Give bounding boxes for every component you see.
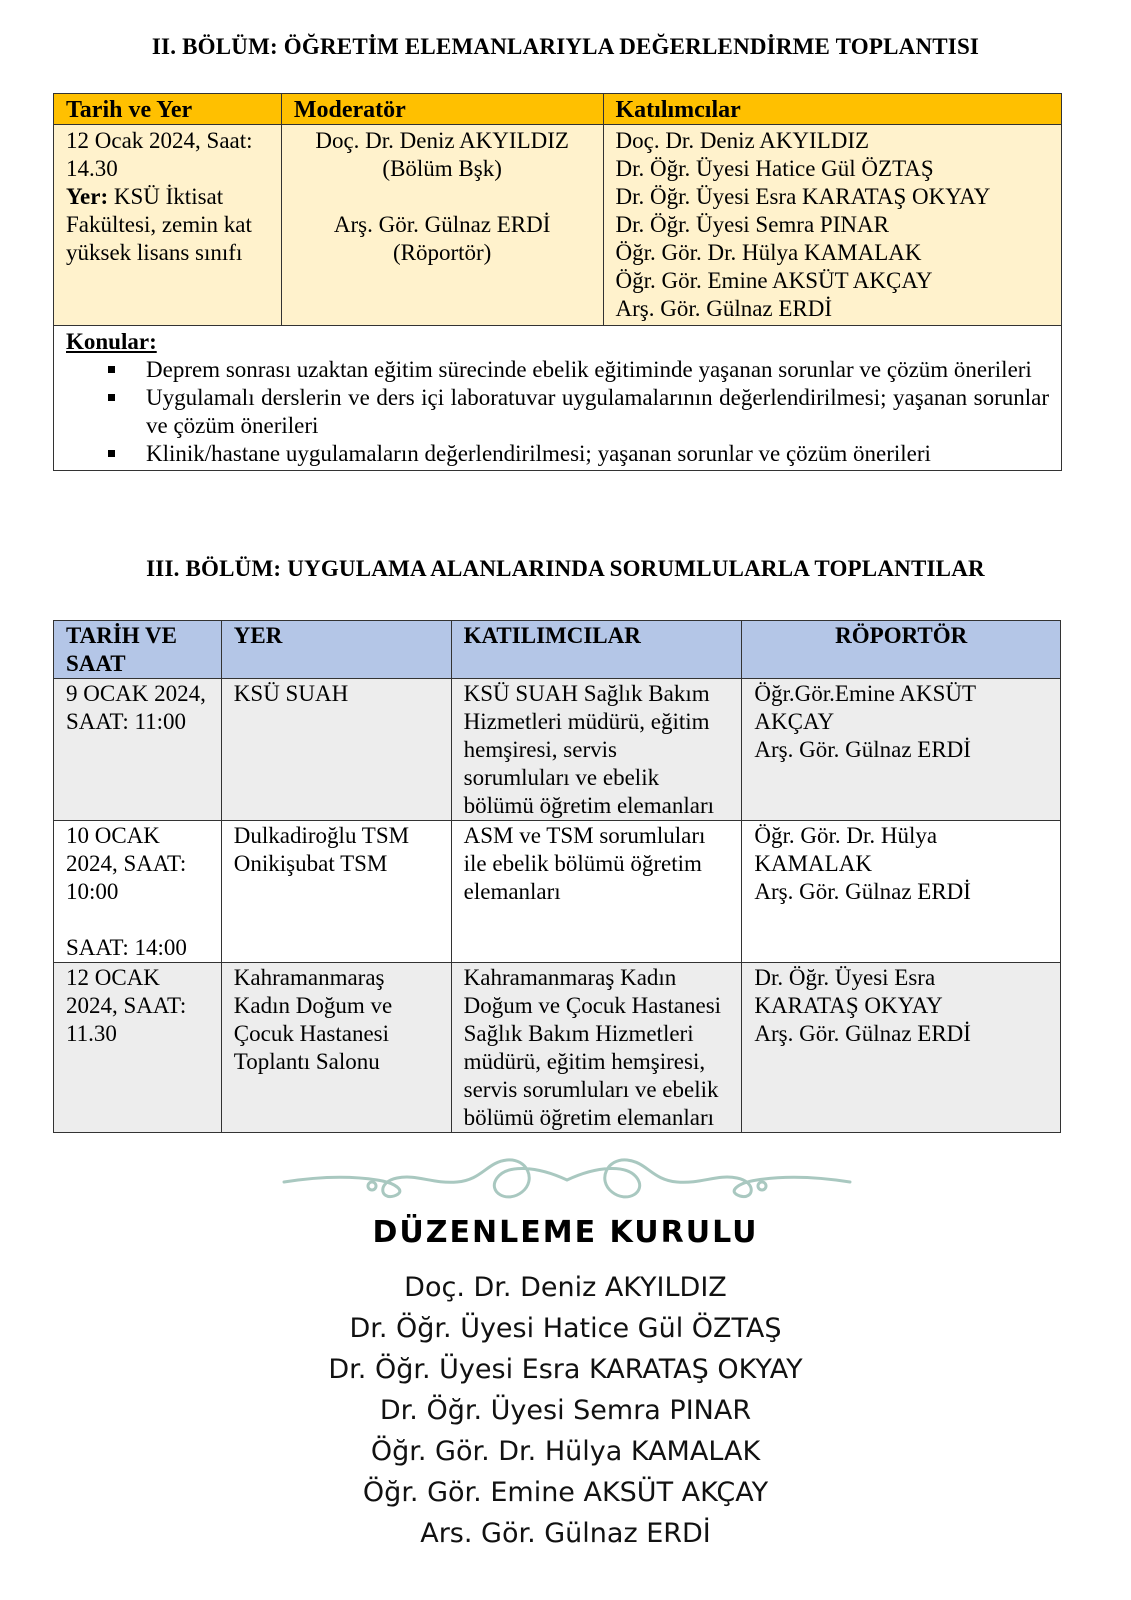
cell-line: KSÜ SUAH [233, 681, 349, 706]
section2-title: II. BÖLÜM: ÖĞRETİM ELEMANLARIYLA DEĞERLENDİRME TOPLANTISI [151, 34, 980, 59]
reporter-cell [742, 963, 1061, 1133]
cell-line: Öğr. Gör. Dr. Hülya [754, 823, 938, 848]
cell-line: 2024, SAAT: [66, 851, 187, 876]
cell-line: ASM ve TSM sorumluları [463, 823, 706, 848]
cell-line: Kahramanmaraş Kadın [463, 965, 677, 990]
topic-text: Klinik/hastane uygulamaların değerlendirilmesi; yaşanan sorunlar ve çözüm önerileri [146, 441, 931, 466]
cell-line: Hizmetleri müdürü, eğitim [463, 709, 710, 734]
cell-line: Öğr.Gör.Emine AKSÜT [754, 681, 977, 706]
topics-label: Konular: [66, 329, 157, 354]
header-reporter: RÖPORTÖR [742, 621, 1061, 679]
topic-text: Deprem sonrası uzaktan eğitim sürecinde ebelik eğitiminde yaşanan sorunlar ve çözüm önerileri [146, 357, 1032, 382]
cell-line: Dulkadiroğlu TSM [233, 823, 410, 848]
header-moderator: Moderatör [281, 94, 603, 125]
cell-line: Kadın Doğum ve [233, 993, 393, 1018]
header-date-place: Tarih ve Yer [54, 94, 282, 125]
participant: Dr. Öğr. Üyesi Hatice Gül ÖZTAŞ [615, 156, 934, 181]
table-row [54, 679, 1061, 821]
table-row [54, 963, 1061, 1133]
place-text: KSÜ İktisat Fakültesi, zemin kat yüksek lisans sınıfı [66, 184, 252, 265]
cell-line: ile ebelik bölümü öğretim [463, 851, 702, 876]
committee-member: Öğr. Gör. Emine AKSÜT AKÇAY [362, 1477, 769, 1508]
section3-title: III. BÖLÜM: UYGULAMA ALANLARINDA SORUMLULARLA TOPLANTILAR [146, 556, 985, 581]
cell-line: Kahramanmaraş [233, 965, 385, 990]
cell-line: bölümü öğretim elemanları [463, 1105, 715, 1130]
bullet-icon [108, 366, 115, 373]
reporter-cell [742, 679, 1061, 821]
participants-cell [451, 963, 742, 1133]
committee-member: Ars. Gör. Gülnaz ERDİ [420, 1518, 711, 1549]
place-cell [221, 963, 451, 1133]
cell-line: AKÇAY [754, 709, 835, 734]
date-cell [54, 679, 222, 821]
flourish-ornament-icon [282, 1152, 852, 1208]
participants-cell [451, 821, 742, 963]
place-label: Yer: [66, 184, 109, 209]
committee-members-list [0, 1267, 1131, 1554]
topic-item [66, 384, 1049, 440]
reporter-name: Arş. Gör. Gülnaz ERDİ [333, 212, 551, 237]
cell-line: Arş. Gör. Gülnaz ERDİ [754, 879, 971, 904]
cell-line: Toplantı Salonu [233, 1049, 380, 1074]
bullet-icon [108, 450, 115, 457]
committee-member: Dr. Öğr. Üyesi Esra KARATAŞ OKYAY [328, 1354, 803, 1385]
cell-line: müdürü, eğitim hemşiresi, [463, 1049, 706, 1074]
cell-line: 12 OCAK [66, 965, 160, 990]
moderator-role: (Bölüm Bşk) [382, 156, 502, 181]
reporter-cell [742, 821, 1061, 963]
topic-item [66, 356, 1049, 384]
cell-line: Dr. Öğr. Üyesi Esra [754, 965, 936, 990]
date-place-cell [54, 125, 282, 326]
committee-member: Dr. Öğr. Üyesi Hatice Gül ÖZTAŞ [349, 1313, 782, 1344]
table-header-row [54, 621, 1061, 679]
cell-line: KARATAŞ OKYAY [754, 993, 943, 1018]
topics-list [66, 356, 1049, 468]
participants-cell [603, 125, 1062, 326]
cell-line: 11.30 [66, 1021, 117, 1046]
cell-line: 9 OCAK 2024, [66, 681, 206, 706]
topic-text: Uygulamalı derslerin ve ders içi laboratuvar uygulamalarının değerlendirilmesi; yaşanan sorunlar ve çözüm önerileri [146, 385, 1049, 438]
committee-member: Doç. Dr. Deniz AKYILDIZ [404, 1272, 727, 1303]
participants-cell [451, 679, 742, 821]
header-place: YER [221, 621, 451, 679]
place-cell [221, 821, 451, 963]
topic-item [66, 440, 1049, 468]
evaluation-meeting-table [53, 93, 1062, 471]
cell-line: sorumluları ve ebelik [463, 765, 660, 790]
reporter-role: (Röportör) [392, 240, 492, 265]
cell-line: SAAT: 11:00 [66, 709, 187, 734]
moderator-name: Doç. Dr. Deniz AKYILDIZ [315, 128, 569, 153]
cell-line: 2024, SAAT: [66, 993, 187, 1018]
meeting-place [66, 183, 269, 267]
participant: Doç. Dr. Deniz AKYILDIZ [615, 128, 870, 153]
cell-line: hemşiresi, servis [463, 737, 617, 762]
table-row [54, 125, 1062, 326]
meeting-date: 12 Ocak 2024, Saat: 14.30 [66, 128, 253, 181]
table-row [54, 821, 1061, 963]
committee-member: Öğr. Gör. Dr. Hülya KAMALAK [370, 1436, 761, 1467]
committee-title: DÜZENLEME KURULU [372, 1215, 759, 1250]
cell-line: Arş. Gör. Gülnaz ERDİ [754, 1021, 971, 1046]
participant: Öğr. Gör. Dr. Hülya KAMALAK [615, 240, 922, 265]
header-participants: Katılımcılar [603, 94, 1062, 125]
cell-line: Arş. Gör. Gülnaz ERDİ [754, 737, 971, 762]
participant: Dr. Öğr. Üyesi Esra KARATAŞ OKYAY [615, 184, 991, 209]
cell-line: Onikişubat TSM [233, 851, 388, 876]
date-cell [54, 821, 222, 963]
cell-line: servis sorumluları ve ebelik [463, 1077, 719, 1102]
bullet-icon [108, 394, 115, 401]
participant: Öğr. Gör. Emine AKSÜT AKÇAY [615, 268, 933, 293]
cell-line: 10 OCAK [66, 823, 160, 848]
cell-line: elemanları [463, 879, 561, 904]
participant: Arş. Gör. Gülnaz ERDİ [615, 296, 833, 321]
cell-line: KSÜ SUAH Sağlık Bakım [463, 681, 710, 706]
cell-line: Doğum ve Çocuk Hastanesi [463, 993, 722, 1018]
place-cell [221, 679, 451, 821]
topics-row [54, 326, 1062, 471]
field-meetings-table [53, 620, 1061, 1133]
header-date-time: TARİH VE SAAT [54, 621, 222, 679]
participant: Dr. Öğr. Üyesi Semra PINAR [615, 212, 889, 237]
cell-line: SAAT: 14:00 [66, 935, 187, 960]
date-cell [54, 963, 222, 1133]
cell-line: bölümü öğretim elemanları [463, 793, 715, 818]
header-participants: KATILIMCILAR [451, 621, 742, 679]
cell-line: 10:00 [66, 879, 119, 904]
table-header-row [54, 94, 1062, 125]
topics-cell [54, 326, 1062, 471]
moderator-cell [281, 125, 603, 326]
cell-line: Sağlık Bakım Hizmetleri [463, 1021, 694, 1046]
cell-line: Çocuk Hastanesi [233, 1021, 390, 1046]
committee-member: Dr. Öğr. Üyesi Semra PINAR [379, 1395, 752, 1426]
cell-line: KAMALAK [754, 851, 872, 876]
